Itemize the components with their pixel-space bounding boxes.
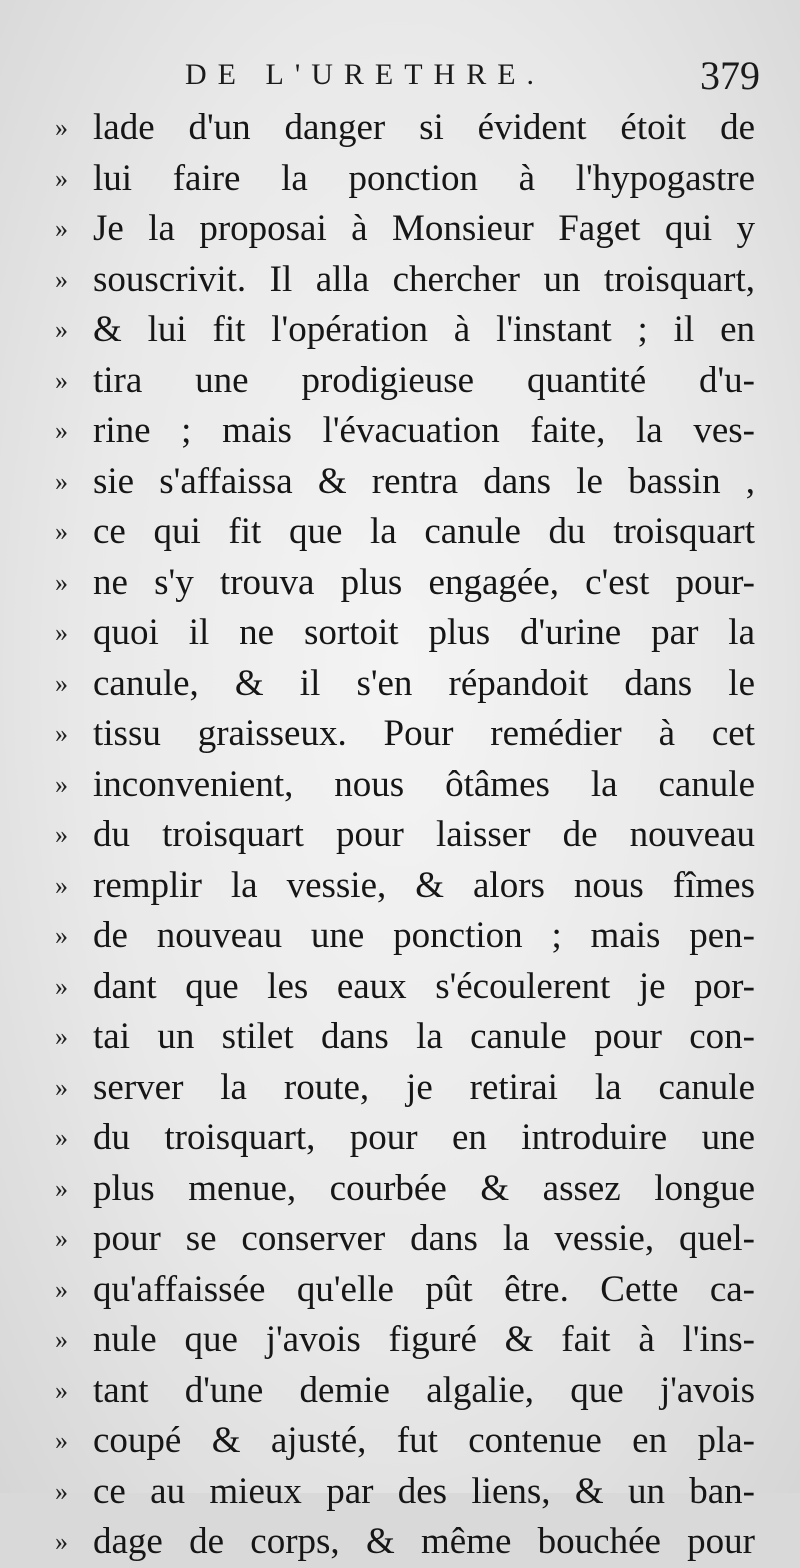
text-line [55, 911, 755, 962]
line-text: tira une prodigieuse quantité d'u- [93, 359, 755, 401]
quotation-mark: » [55, 315, 68, 344]
text-line [55, 659, 755, 710]
quotation-mark: » [55, 214, 68, 243]
line-text: dant que les eaux s'écoulerent je por- [93, 965, 755, 1007]
line-text: server la route, je retirai la canule [93, 1066, 755, 1108]
quotation-mark: » [55, 870, 68, 900]
quotation-mark: » [55, 1527, 68, 1556]
line-text: Je la proposai à Monsieur Faget qui y [93, 208, 755, 249]
quotation-mark: » [55, 1375, 68, 1405]
line-text: quoi il ne sortoit plus d'urine par la [93, 612, 755, 653]
text-line [55, 154, 755, 205]
quotation-mark: » [55, 1072, 68, 1102]
line-text: de nouveau une ponction ; mais pen- [93, 915, 755, 956]
line-text: du troisquart, pour en introduire une [93, 1117, 755, 1158]
line-text: rine ; mais l'évacuation faite, la ves- [93, 410, 755, 451]
text-line [55, 255, 755, 306]
text-line [55, 1214, 755, 1265]
text-line [55, 103, 755, 154]
text-line [55, 810, 755, 861]
text-line [55, 1315, 755, 1366]
line-text: qu'affaissée qu'elle pût être. Cette ca- [93, 1268, 755, 1310]
line-text: inconvenient, nous ôtâmes la canule [93, 763, 755, 805]
line-text: tant d'une demie algalie, que j'avois [93, 1369, 755, 1411]
line-text: plus menue, courbée & assez longue [93, 1167, 755, 1209]
quotation-mark: » [55, 264, 68, 294]
line-text: pour se conserver dans la vessie, quel- [93, 1218, 755, 1259]
quotation-mark: » [55, 113, 68, 142]
line-text: lade d'un danger si évident étoit de [93, 107, 755, 148]
quotation-mark: » [55, 466, 68, 496]
line-text: remplir la vessie, & alors nous fîmes [93, 864, 755, 906]
text-line [55, 356, 755, 407]
quotation-mark: » [55, 1224, 68, 1253]
quotation-mark: » [55, 1173, 68, 1203]
line-text: ce qui fit que la canule du troisquart [93, 511, 755, 552]
text-line [55, 1164, 755, 1215]
text-line [55, 1366, 755, 1417]
quotation-mark: » [55, 416, 68, 445]
quotation-mark: » [55, 668, 68, 698]
text-line [55, 962, 755, 1013]
line-text: du troisquart pour laisser de nouveau [93, 814, 755, 855]
quotation-mark: » [55, 921, 68, 950]
text-line [55, 709, 755, 760]
text-line [55, 861, 755, 912]
quotation-mark: » [55, 517, 68, 546]
text-line [55, 406, 755, 457]
text-line [55, 558, 755, 609]
text-line [55, 1063, 755, 1114]
text-line [55, 1416, 755, 1467]
line-text: sie s'affaissa & rentra dans le bassin , [93, 460, 755, 502]
text-line [55, 204, 755, 255]
line-text: tai un stilet dans la canule pour con- [93, 1016, 755, 1057]
page-header [185, 52, 760, 102]
text-line [55, 457, 755, 508]
quotation-mark: » [55, 1476, 68, 1506]
quotation-mark: » [55, 1022, 68, 1051]
quotation-mark: » [55, 618, 68, 647]
text-line [55, 1467, 755, 1518]
text-line [55, 1265, 755, 1316]
line-text: coupé & ajusté, fut contenue en pla- [93, 1420, 755, 1461]
quotation-mark: » [55, 971, 68, 1001]
text-line [55, 305, 755, 356]
quotation-mark: » [55, 769, 68, 799]
quotation-mark: » [55, 1426, 68, 1455]
page-number: 379 [700, 53, 760, 98]
text-line [55, 1113, 755, 1164]
text-line [55, 507, 755, 558]
text-line [55, 760, 755, 811]
line-text: souscrivit. Il alla chercher un troisquart, [93, 258, 755, 300]
line-text: & lui fit l'opération à l'instant ; il en [93, 309, 755, 350]
line-text: lui faire la ponction à l'hypogastre [93, 157, 755, 199]
line-text: tissu graisseux. Pour remédier à cet [93, 713, 755, 754]
line-text: canule, & il s'en répandoit dans le [93, 662, 755, 704]
quotation-mark: » [55, 820, 68, 849]
line-text: ce au mieux par des liens, & un ban- [93, 1470, 755, 1512]
quotation-mark: » [55, 1123, 68, 1152]
quotation-mark: » [55, 567, 68, 597]
text-line [55, 608, 755, 659]
line-text: dage de corps, & même bouchée pour [93, 1521, 755, 1562]
quotation-mark: » [55, 1274, 68, 1304]
line-text: ne s'y trouva plus engagée, c'est pour- [93, 561, 755, 603]
quotation-mark: » [55, 1325, 68, 1354]
line-text: nule que j'avois figuré & fait à l'ins- [93, 1319, 755, 1360]
running-head: DE L'URETHRE. [185, 58, 546, 91]
text-line [55, 1517, 755, 1568]
quotation-mark: » [55, 163, 68, 193]
text-line [55, 1012, 755, 1063]
quotation-mark: » [55, 719, 68, 748]
quotation-mark: » [55, 365, 68, 395]
body-text [55, 103, 755, 1568]
